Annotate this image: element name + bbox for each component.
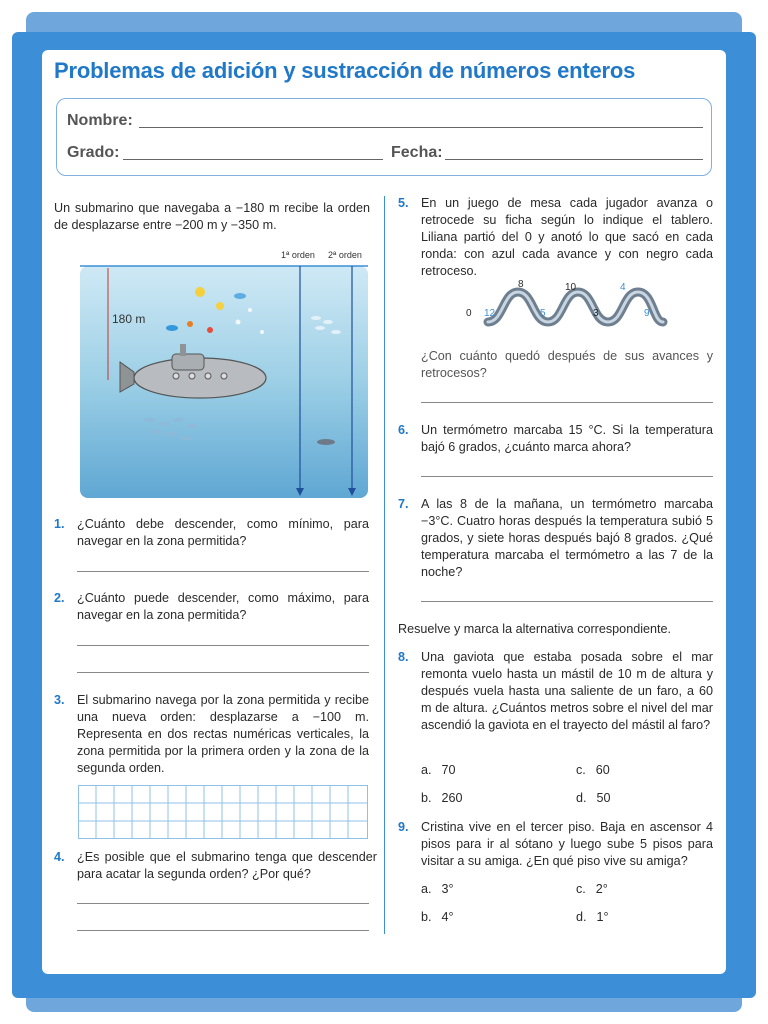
intro-text: Un submarino que navegaba a −180 m recibe la orden de desplazarse entre −200 m y −350 m.: [54, 201, 370, 232]
fecha-label: Fecha:: [391, 144, 443, 161]
answer-line[interactable]: [421, 476, 713, 477]
board-number: 9: [644, 308, 650, 319]
grado-label: Grado:: [67, 144, 120, 161]
problem-6-text: Un termómetro marcaba 15 °C. Si la temperatura bajó 6 grados, ¿cuánto marca ahora?: [421, 423, 713, 454]
problem-2-text: ¿Cuánto puede descender, como máximo, para navegar en la zona permitida?: [77, 591, 369, 622]
page-title: Problemas de adición y sustracción de números enteros: [54, 58, 636, 83]
column-divider: [384, 196, 385, 934]
problem-number: 5.: [398, 196, 409, 210]
problem-number: 4.: [54, 850, 65, 864]
problem-number: 9.: [398, 820, 409, 834]
problem-7-text: A las 8 de la mañana, un termómetro marcaba −3°C. Cuatro horas después la temperatura subió 5 grados, y siete horas después bajó 8 grados. ¿Qué temperatura marcaba el termómetro a las 7 de la noche?: [421, 497, 713, 579]
problem-5-text: En un juego de mesa cada jugador avanza o retrocede su ficha según lo indique el tablero. Liliana partió del 0 y anotó lo que sacó en cada ronda: con azul cada avance y con negro cada retroceso.: [421, 196, 713, 278]
answer-line[interactable]: [77, 571, 369, 572]
answer-line[interactable]: [421, 601, 713, 602]
answer-line[interactable]: [421, 402, 713, 403]
problem-5-question: ¿Con cuánto quedó después de sus avances y retrocesos?: [421, 349, 713, 380]
fecha-field[interactable]: [445, 159, 703, 160]
problem-number: 8.: [398, 650, 409, 664]
option-c[interactable]: c. 60: [576, 763, 610, 777]
answer-line[interactable]: [77, 930, 369, 931]
option-a[interactable]: a. 3°: [421, 882, 454, 896]
board-number: 12: [484, 308, 496, 319]
option-b[interactable]: b. 260: [421, 791, 463, 805]
submarine-illustration: [80, 262, 368, 498]
instruction-text: Resuelve y marca la alternativa correspondiente.: [398, 622, 672, 636]
problem-number: 7.: [398, 497, 409, 511]
problem-number: 6.: [398, 423, 409, 437]
second-order-label: 2ª orden: [328, 250, 362, 260]
problem-3-text: El submarino navega por la zona permitida y recibe una nueva orden: desplazarse a −100 m. Representa en dos rectas numéricas verticales, la zona permitida por la primera orden y la zona de la segunda orden.: [77, 693, 369, 775]
option-b[interactable]: b. 4°: [421, 910, 454, 924]
problem-number: 2.: [54, 591, 65, 605]
board-number: 4: [620, 282, 626, 293]
problem-number: 1.: [54, 517, 65, 531]
grado-field[interactable]: [123, 159, 383, 160]
option-a[interactable]: a. 70: [421, 763, 456, 777]
answer-line[interactable]: [77, 672, 369, 673]
board-number: 5: [540, 308, 546, 319]
board-number: 3: [593, 308, 599, 319]
board-number: 0: [466, 308, 472, 319]
answer-grid[interactable]: [78, 785, 368, 839]
option-d[interactable]: d. 50: [576, 791, 611, 805]
board-number: 10: [565, 282, 577, 293]
board-number: 8: [518, 279, 524, 290]
answer-line[interactable]: [77, 903, 369, 904]
nombre-field[interactable]: [139, 127, 703, 128]
problem-8-text: Una gaviota que estaba posada sobre el mar remonta vuelo hasta un mástil de 10 m de altura y después vuela hasta una saliente de un faro, a 60 m de altura. ¿Cuántos metros sobre el nivel del mar ascendió la gaviota en el trayecto del mástil al faro?: [421, 650, 713, 732]
problem-4-text: ¿Es posible que el submarino tenga que descender para acatar la segunda orden? ¿Por qué?: [77, 850, 377, 881]
problem-number: 3.: [54, 693, 65, 707]
option-c[interactable]: c. 2°: [576, 882, 608, 896]
depth-label: 180 m: [112, 312, 146, 326]
problem-9-text: Cristina vive en el tercer piso. Baja en ascensor 4 pisos para ir al sótano y luego sube 5 pisos para visitar a su amiga. ¿En qué piso vive su amiga?: [421, 820, 713, 868]
nombre-label: Nombre:: [67, 112, 133, 129]
student-info-box: [56, 98, 712, 176]
first-order-label: 1ª orden: [281, 250, 315, 260]
option-d[interactable]: d. 1°: [576, 910, 609, 924]
problem-1-text: ¿Cuánto debe descender, como mínimo, para navegar en la zona permitida?: [77, 517, 369, 548]
answer-line[interactable]: [77, 645, 369, 646]
